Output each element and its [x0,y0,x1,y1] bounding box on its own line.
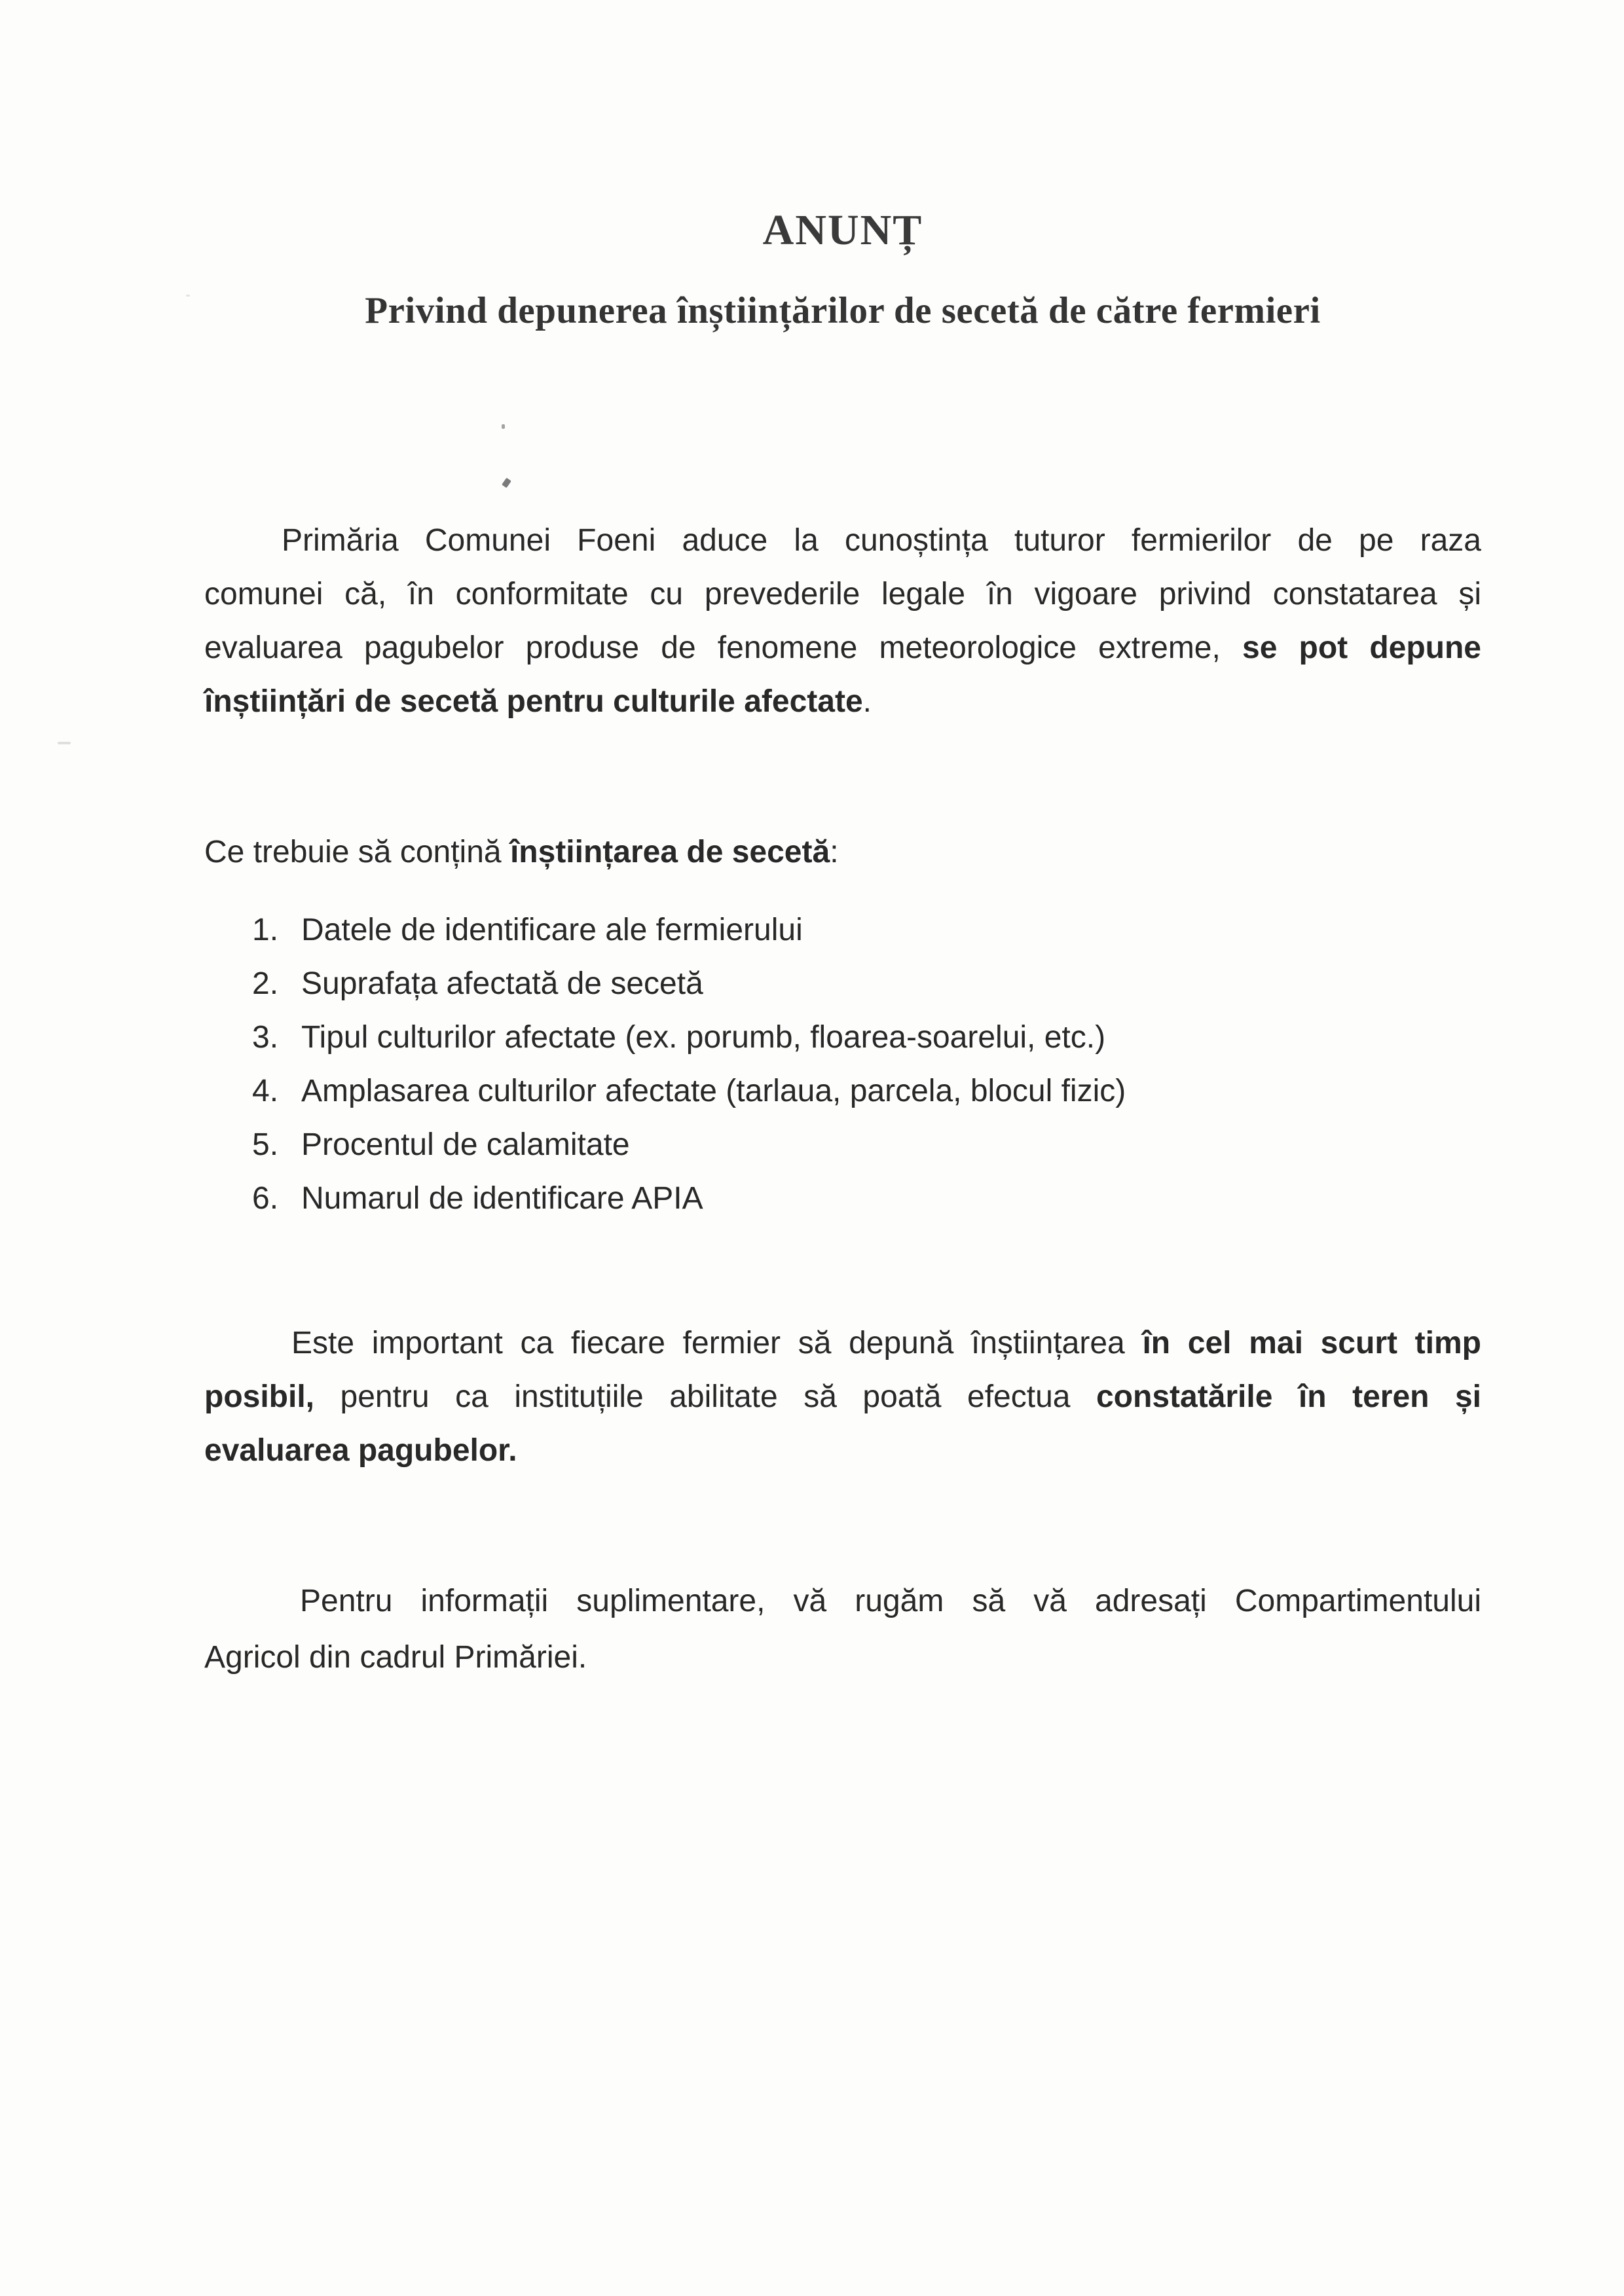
text-line: Pentru informații suplimentare, vă rugăm să vă adresați Compartimentului [300,1584,1481,1618]
list-item-text: Tipul culturilor afectate (ex. porumb, floarea-soarelui, etc.) [301,1020,1106,1055]
text-line: evaluarea pagubelor produse de fenomene meteorologice extreme, se pot depune [204,630,1481,665]
intro-paragraph [204,514,1481,729]
list-item-text: Suprafața afectată de secetă [301,966,703,1001]
list-item [204,1011,1481,1065]
document-subtitle: Privind depunerea înștiințărilor de secetă de către fermieri [365,290,1321,331]
text-line: comunei că, în conformitate cu prevederile legale în vigoare privind constatarea și [204,577,1481,611]
list-item-number: 4. [252,1074,279,1108]
list-item [204,1172,1481,1226]
list-item-text: Amplasarea culturilor afectate (tarlaua, parcela, blocul fizic) [301,1074,1126,1108]
requirements-heading [204,826,1481,879]
scan-speck [502,424,505,429]
list-item-text: Procentul de calamitate [301,1127,630,1162]
text-line: evaluarea pagubelor. [204,1433,517,1468]
requirements-list [204,903,1481,1226]
list-item-text: Datele de identificare ale fermierului [301,913,803,947]
list-item-number: 6. [252,1181,279,1216]
list-item [204,957,1481,1011]
text-line: Ce trebuie să conțină înștiințarea de secetă: [204,835,839,869]
text-line: Primăria Comunei Foeni aduce la cunoștința tuturor fermierilor de pe raza [282,523,1481,558]
list-item-text: Numarul de identificare APIA [301,1181,703,1216]
text-line: Este important ca fiecare fermier să depună înștiințarea în cel mai scurt timp [291,1326,1481,1360]
list-item-number: 3. [252,1020,279,1055]
list-item-number: 5. [252,1127,279,1162]
text-line: înștiințări de secetă pentru culturile afectate. [204,684,872,719]
text-line: Agricol din cadrul Primăriei. [204,1640,587,1675]
list-item [204,903,1481,957]
text-line: posibil, pentru ca instituțiile abilitate să poată efectua constatările în teren și [204,1379,1482,1414]
list-item [204,1118,1481,1172]
document-title: ANUNȚ [762,206,923,254]
scan-speck [502,478,511,488]
list-item-number: 2. [252,966,279,1001]
urgency-paragraph [204,1317,1481,1478]
list-item-number: 1. [252,913,279,947]
scan-speck [186,295,190,297]
scan-speck [58,742,71,744]
list-item [204,1065,1481,1118]
contact-paragraph [204,1573,1481,1686]
